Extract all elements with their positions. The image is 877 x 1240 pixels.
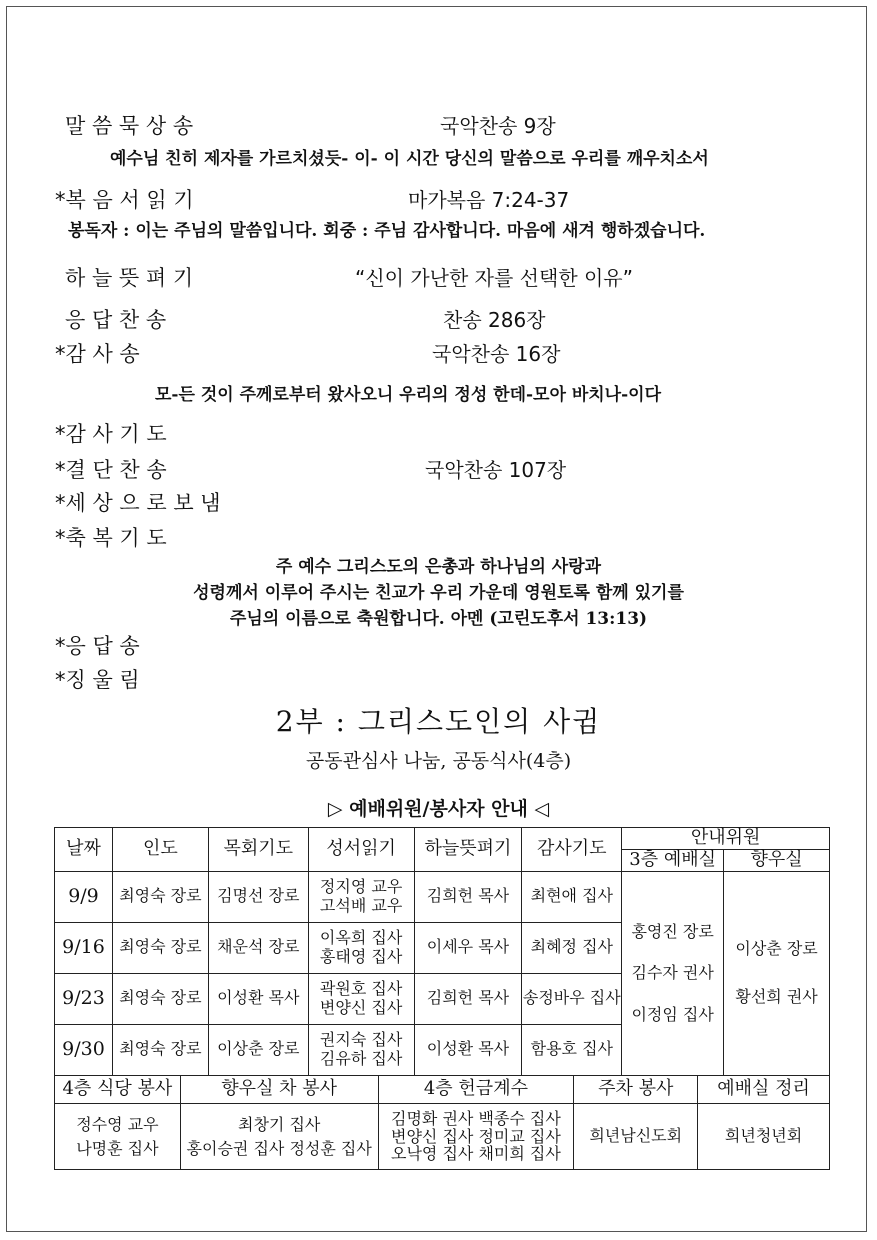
row-reading [308, 871, 414, 922]
part2-title: 2부 : 그리스도인의 사귐 [275, 705, 602, 738]
row-prayer: 이상춘 장로 [208, 1024, 308, 1075]
reader-2: 고석배 교우 [319, 895, 403, 915]
volunteer: 홍이승권 집사 정성훈 집사 [186, 1138, 372, 1158]
order-label-gospel: *복 음 서 읽 기 [55, 188, 194, 212]
row-sermon: 이세우 목사 [414, 922, 522, 973]
reader-2: 변양신 집사 [319, 997, 403, 1017]
row-prayer: 김명선 장로 [208, 871, 308, 922]
order-label-response: *응 답 송 [55, 634, 140, 658]
header-offering: 4층 헌금계수 [378, 1076, 574, 1104]
order-label-response-hymn: 응 답 찬 송 [65, 308, 167, 332]
cafeteria-cell [55, 1104, 181, 1170]
row-date: 9/16 [55, 922, 113, 973]
roster-header-row [55, 828, 830, 850]
header-pastoral-prayer: 목회기도 [208, 828, 308, 872]
header-tea: 향우실 차 봉사 [180, 1076, 378, 1104]
cleanup-cell: 희년청년회 [698, 1104, 830, 1170]
header-sermon: 하늘뜻펴기 [414, 828, 522, 872]
benediction-line-2: 성령께서 이루어 주시는 친교가 우리 가운데 영원토록 함께 있기를 [193, 583, 684, 603]
row-thanks: 송정바우 집사 [522, 973, 622, 1024]
order-value-thanks-hymn: 국악찬송 16장 [432, 342, 561, 366]
row-lead: 최영숙 장로 [112, 871, 208, 922]
header-lead: 인도 [112, 828, 208, 872]
row-date: 9/30 [55, 1024, 113, 1075]
row-reading [308, 1024, 414, 1075]
row-lead: 최영숙 장로 [112, 973, 208, 1024]
row-thanks: 함용호 집사 [522, 1024, 622, 1075]
order-label-thanks-hymn: *감 사 송 [55, 342, 140, 366]
row-date: 9/9 [55, 871, 113, 922]
row-thanks: 최현애 집사 [522, 871, 622, 922]
tea-cell [180, 1104, 378, 1170]
header-usher-hyang: 향우실 [724, 849, 830, 871]
row-reading [308, 973, 414, 1024]
row-lead: 최영숙 장로 [112, 922, 208, 973]
header-cafeteria: 4층 식당 봉사 [55, 1076, 181, 1104]
usher-3f: 김수자 권사 [631, 963, 714, 983]
order-value-meditation: 국악찬송 9장 [440, 114, 556, 138]
service-header-row [55, 1076, 830, 1104]
order-label-commitment-hymn: *결 단 찬 송 [55, 458, 167, 482]
row-reading [308, 922, 414, 973]
volunteer: 정수영 교우 [76, 1114, 159, 1134]
roster-table [54, 827, 830, 1076]
benediction-line-1: 주 예수 그리스도의 은총과 하나님의 사랑과 [275, 557, 602, 577]
row-thanks: 최혜정 집사 [522, 922, 622, 973]
order-value-gospel: 마가복음 7:24-37 [408, 188, 570, 212]
reader-1: 이옥희 집사 [319, 928, 403, 948]
row-prayer: 이성환 목사 [208, 973, 308, 1024]
reader-1: 곽원호 집사 [319, 979, 403, 999]
reader-2: 김유하 집사 [319, 1048, 403, 1068]
ushers-3f-cell [622, 871, 724, 1075]
table-row [55, 871, 830, 922]
gospel-response: 봉독자 : 이는 주님의 말씀입니다. 회중 : 주님 감사합니다. 마음에 새겨 행하겠습니다. [68, 221, 706, 241]
header-reading: 성서읽기 [308, 828, 414, 872]
volunteer: 최창기 집사 [238, 1114, 321, 1134]
meditation-lyric: 예수님 친히 제자를 가르치셨듯- 이- 이 시간 당신의 말씀으로 우리를 깨우치소서 [110, 149, 709, 169]
order-label-meditation: 말 씀 묵 상 송 [65, 114, 194, 138]
volunteer: 변양신 집사 정미교 집사 [391, 1126, 561, 1146]
service-table [54, 1075, 830, 1170]
roster-heading: ▷ 예배위원/봉사자 안내 ◁ [327, 798, 550, 820]
ushers-hyang-cell [724, 871, 830, 1075]
usher-3f: 이정임 집사 [631, 1004, 714, 1024]
volunteer: 나명훈 집사 [76, 1138, 159, 1158]
thanks-lyric: 모-든 것이 주께로부터 왔사오니 우리의 정성 한데-모아 바치나-이다 [155, 385, 661, 405]
order-label-sermon: 하 늘 뜻 펴 기 [65, 266, 194, 290]
volunteer: 오낙영 집사 채미희 집사 [391, 1144, 561, 1164]
row-sermon: 이성환 목사 [414, 1024, 522, 1075]
order-value-sermon: “신이 가난한 자를 선택한 이유” [355, 266, 633, 290]
usher-3f: 홍영진 장로 [631, 921, 714, 941]
order-value-commitment-hymn: 국악찬송 107장 [425, 458, 567, 482]
usher-hyang: 황선희 권사 [735, 987, 818, 1007]
usher-hyang: 이상춘 장로 [735, 939, 818, 959]
part2-subtitle: 공동관심사 나눔, 공동식사(4층) [305, 750, 572, 772]
order-label-sending: *세 상 으 로 보 냄 [55, 491, 221, 515]
benediction-line-3: 주님의 이름으로 축원합니다. 아멘 (고린도후서 13:13) [229, 609, 648, 629]
parking-cell: 희년남신도회 [574, 1104, 698, 1170]
order-value-response-hymn: 찬송 286장 [443, 308, 546, 332]
row-sermon: 김희헌 목사 [414, 871, 522, 922]
row-sermon: 김희헌 목사 [414, 973, 522, 1024]
reader-1: 권지숙 집사 [319, 1030, 403, 1050]
header-parking: 주차 봉사 [574, 1076, 698, 1104]
row-lead: 최영숙 장로 [112, 1024, 208, 1075]
row-date: 9/23 [55, 973, 113, 1024]
header-cleanup: 예배실 정리 [698, 1076, 830, 1104]
header-date: 날짜 [55, 828, 113, 872]
order-label-benediction: *축 복 기 도 [55, 526, 167, 550]
reader-2: 홍태영 집사 [319, 946, 403, 966]
offering-cell [378, 1104, 574, 1170]
reader-1: 정지영 교우 [319, 877, 403, 897]
table-row [55, 1104, 830, 1170]
order-label-thanks-prayer: *감 사 기 도 [55, 422, 167, 446]
header-ushers: 안내위원 [622, 828, 830, 850]
order-label-postlude: *징 울 림 [55, 668, 140, 692]
volunteer: 김명화 권사 백종수 집사 [391, 1109, 561, 1129]
header-usher-3f: 3층 예배실 [622, 849, 724, 871]
header-thanks-prayer: 감사기도 [522, 828, 622, 872]
row-prayer: 채운석 장로 [208, 922, 308, 973]
